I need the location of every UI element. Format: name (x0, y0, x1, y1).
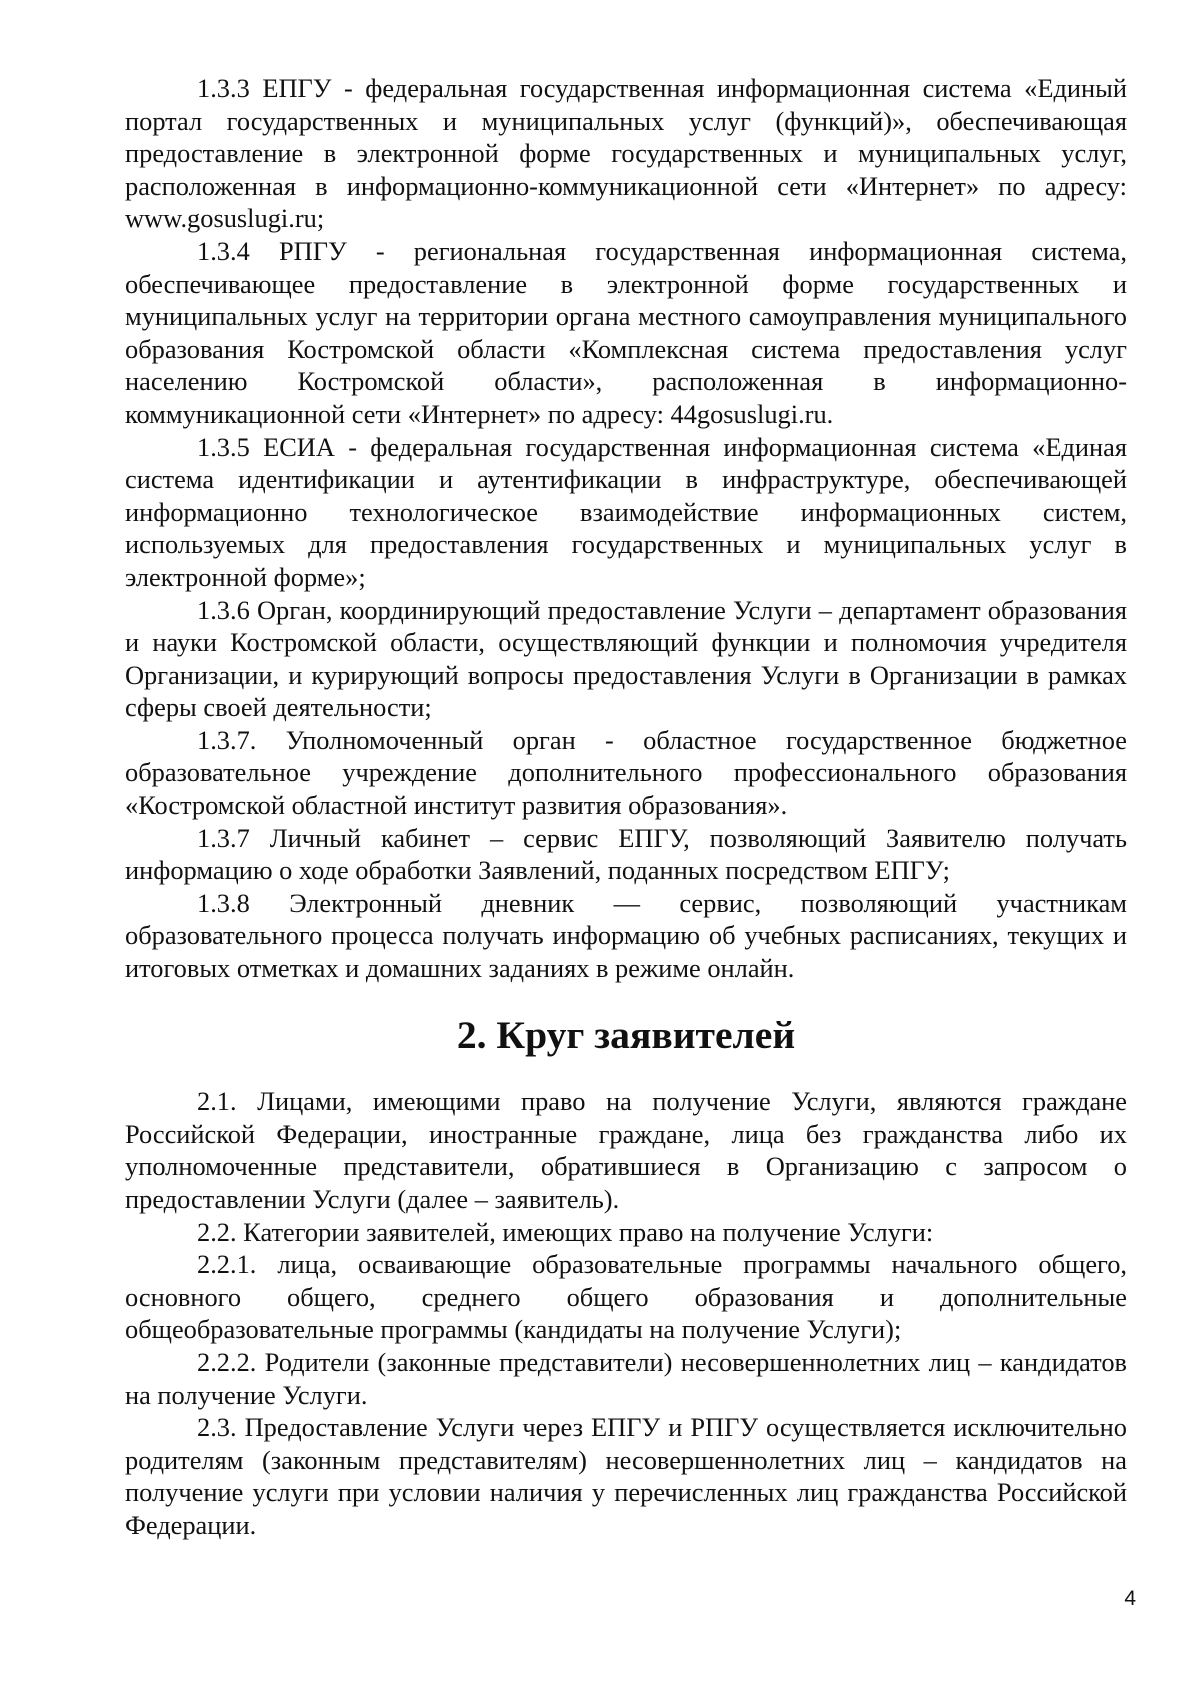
paragraph-1-3-7-personal-account: 1.3.7 Личный кабинет – сервис ЕПГУ, позволяющий Заявителю получать информацию о ходе обработки Заявлений, поданных посредством ЕПГУ; (125, 822, 1127, 886)
document-body (125, 72, 1127, 1542)
paragraph-2-2-2: 2.2.2. Родители (законные представители) несовершеннолетних лиц – кандидатов на получение Услуги. (125, 1346, 1127, 1410)
paragraph-2-2-1: 2.2.1. лица, осваивающие образовательные программы начального общего, основного общего, среднего общего образования и дополнительные общеобразовательные программы (кандидаты на получение Услуги); (125, 1249, 1127, 1345)
paragraph-1-3-4: 1.3.4 РПГУ - региональная государственная информационная система, обеспечивающее предоставление в электронной форме государственных и муниципальных услуг на территории органа местного самоуправления муниципального образования Костромской области «Комплексная система предоставления услуг населению Костромской области», расположенная в информационно-коммуникационной сети «Интернет» по адресу: 44gosuslugi.ru. (125, 235, 1127, 429)
paragraph-1-3-8: 1.3.8 Электронный дневник — сервис, позволяющий участникам образовательного процесса получать информацию об учебных расписаниях, текущих и итоговых отметках и домашних заданиях в режиме онлайн. (125, 887, 1127, 984)
page-number: 4 (1124, 1587, 1136, 1610)
paragraph-1-3-3: 1.3.3 ЕПГУ - федеральная государственная информационная система «Единый портал государственных и муниципальных услуг (функций)», обеспечивающая предоставление в электронной форме государственных и муниципальных услуг, расположенная в информационно-коммуникационной сети «Интернет» по адресу: www.gosuslugi.ru; (125, 73, 1127, 234)
paragraph-1-3-5: 1.3.5 ЕСИА - федеральная государственная информационная система «Единая система идентификации и аутентификации в инфраструктуре, обеспечивающей информационно технологическое взаимодействие информационных систем, используемых для предоставления государственных и муниципальных услуг в электронной форме»; (125, 431, 1127, 592)
paragraph-2-3: 2.3. Предоставление Услуги через ЕПГУ и РПГУ осуществляется исключительно родителям (законным представителям) несовершеннолетних лиц – кандидатов на получение услуги при условии наличия у перечисленных лиц гражданства Российской Федерации. (125, 1412, 1127, 1540)
paragraph-1-3-6: 1.3.6 Орган, координирующий предоставление Услуги – департамент образования и науки Костромской области, осуществляющий функции и полномочия учредителя Организации, и курирующий вопросы предоставления Услуги в Организации в рамках сферы своей деятельности; (125, 594, 1127, 723)
paragraph-2-2: 2.2. Категории заявителей, имеющих право на получение Услуги: (197, 1216, 934, 1247)
paragraph-2-1: 2.1. Лицами, имеющими право на получение Услуги, являются граждане Российской Федерации, иностранные граждане, лица без гражданства либо их уполномоченные представители, обратившиеся в Организацию с запросом о предоставлении Услуги (далее – заявитель). (125, 1086, 1127, 1214)
paragraph-1-3-7-authorized-body: 1.3.7. Уполномоченный орган - областное государственное бюджетное образовательное учреждение дополнительного профессионального образования «Костромской областной институт развития образования». (125, 724, 1127, 821)
section-title: 2. Круг заявителей (456, 1012, 796, 1057)
